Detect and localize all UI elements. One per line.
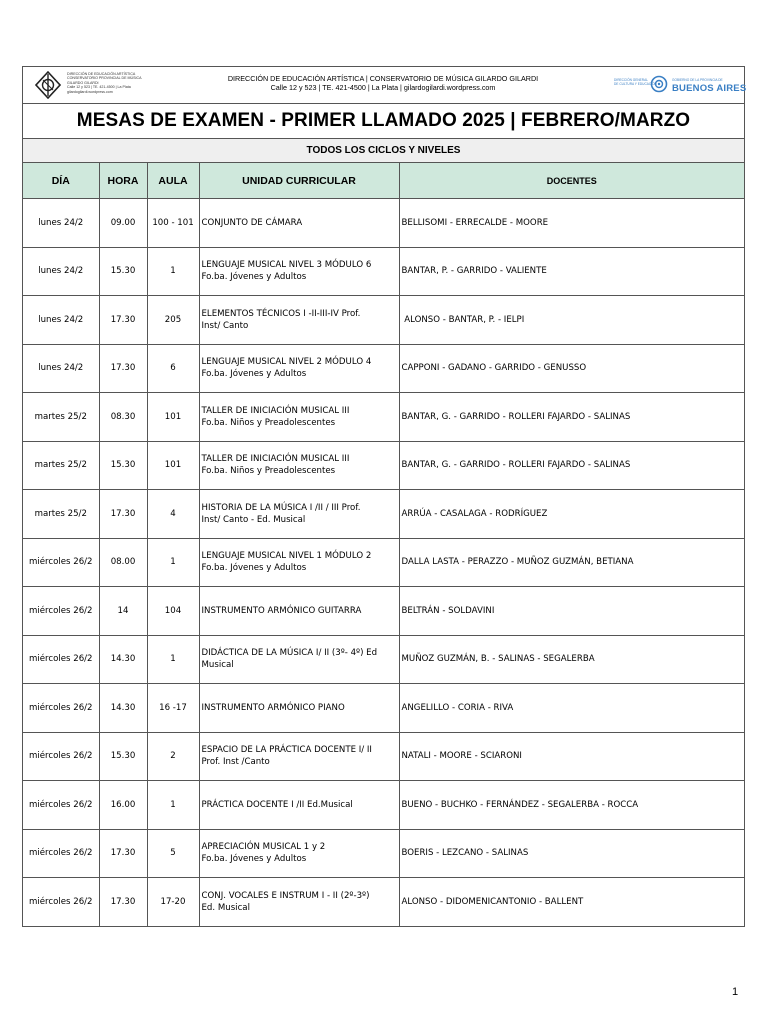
cell-hora: 17.30 [99,878,147,926]
unidad-name: LENGUAJE MUSICAL NIVEL 3 MÓDULO 6 [201,260,372,271]
unidad-detail: Prof. Inst /Canto [201,757,270,768]
institution-header [203,74,563,92]
cell-dia: miércoles 26/2 [23,781,99,830]
conservatorio-logo [35,71,205,99]
unidad-name: ELEMENTOS TÉCNICOS I -II-III-IV Prof. [201,308,361,319]
cell-hora: 09.00 [99,199,147,248]
cell-hora: 08.30 [99,393,147,442]
cell-dia: martes 25/2 [23,441,99,490]
cell-aula: 5 [147,829,199,878]
cell-unidad [199,781,399,830]
cell-dia: miércoles 26/2 [23,587,99,636]
cell-docentes: BELTRÁN - SOLDAVINI [399,587,744,636]
institution-name: DIRECCIÓN DE EDUCACIÓN ARTÍSTICA | CONSERVATORIO DE MÚSICA GILARDO GILARDI [227,74,539,83]
unidad-name: INSTRUMENTO ARMÓNICO GUITARRA [201,605,362,616]
unidad-detail: Fo.ba. Niños y Preadolescentes [201,417,336,428]
unidad-name: DIDÁCTICA DE LA MÚSICA I/ II (3º- 4º) Ed [201,648,378,659]
unidad-detail: Fo.ba. Jóvenes y Adultos [201,854,307,865]
institution-address: Calle 12 y 523 | TE. 421-4500 | La Plata | gilardogilardi.wordpress.com [270,83,496,92]
table-row [23,781,744,830]
table-row [23,732,744,781]
table-row [23,441,744,490]
table-header-row [23,163,744,199]
cell-aula: 17-20 [147,878,199,926]
letterhead [23,67,747,104]
cell-dia: miércoles 26/2 [23,684,99,733]
cell-docentes: ALONSO - BANTAR, P. - IELPI [399,296,744,345]
cell-docentes: ANGELILLO - CORIA - RIVA [399,684,744,733]
unidad-detail: Ed. Musical [201,902,250,913]
cell-hora: 15.30 [99,441,147,490]
cell-docentes: ARRÚA - CASALAGA - RODRÍGUEZ [399,490,744,539]
unidad-name: CONJ. VOCALES E INSTRUM I - II (2º-3º) [201,890,370,901]
table-row [23,635,744,684]
logo-text [67,72,141,94]
table-row [23,199,744,248]
cell-aula: 205 [147,296,199,345]
buenos-aires-logo [614,71,747,99]
exam-table [23,163,744,926]
unidad-name: TALLER DE INICIACIÓN MUSICAL III [201,405,350,416]
exam-schedule-sheet [22,66,745,927]
cell-unidad [199,587,399,636]
cell-docentes: MUÑOZ GUZMÁN, B. - SALINAS - SEGALERBA [399,635,744,684]
page-number: 1 [732,986,739,998]
logo-line: CONSERVATORIO PROVINCIAL DE MÚSICA [67,76,142,81]
gov-line: DIRECCIÓN GENERAL [614,78,649,82]
gov-brand-text: BUENOS AIRES [672,83,747,94]
unidad-name: HISTORIA DE LA MÚSICA I /II / III Prof. [201,502,361,513]
cell-hora: 14.30 [99,684,147,733]
unidad-detail: Fo.ba. Jóvenes y Adultos [201,272,307,283]
cell-unidad [199,878,399,926]
unidad-name: ESPACIO DE LA PRÁCTICA DOCENTE I/ II [201,745,372,756]
page-title: MESAS DE EXAMEN - PRIMER LLAMADO 2025 | FEBRERO/MARZO [23,104,744,139]
cell-dia: lunes 24/2 [23,247,99,296]
cell-hora: 17.30 [99,296,147,345]
cell-aula: 104 [147,587,199,636]
cell-dia: lunes 24/2 [23,296,99,345]
cell-unidad [199,344,399,393]
cell-unidad [199,393,399,442]
cell-hora: 14.30 [99,635,147,684]
unidad-name: APRECIACIÓN MUSICAL 1 y 2 [201,842,326,853]
gov-province-text: GOBIERNO DE LA PROVINCIA DE [672,78,723,82]
cell-hora: 14 [99,587,147,636]
cell-dia: miércoles 26/2 [23,538,99,587]
cell-unidad [199,490,399,539]
table-row [23,587,744,636]
cell-dia: lunes 24/2 [23,344,99,393]
cell-docentes: NATALI - MOORE - SCIARONI [399,732,744,781]
cell-unidad [199,247,399,296]
conservatorio-logo-icon [35,71,61,99]
buenos-aires-logo-icon [650,73,668,95]
table-row [23,393,744,442]
table-row [23,829,744,878]
table-row [23,296,744,345]
column-header-aula: AULA [147,163,199,199]
cell-unidad [199,829,399,878]
cell-dia: miércoles 26/2 [23,732,99,781]
cell-aula: 6 [147,344,199,393]
cell-dia: miércoles 26/2 [23,829,99,878]
cell-aula: 1 [147,538,199,587]
cell-aula: 100 - 101 [147,199,199,248]
cell-docentes: BANTAR, G. - GARRIDO - ROLLERI FAJARDO - SALINAS [399,393,744,442]
unidad-name: CONJUNTO DE CÁMARA [201,217,303,228]
cell-hora: 17.30 [99,490,147,539]
cell-hora: 17.30 [99,829,147,878]
cell-hora: 15.30 [99,732,147,781]
table-row [23,247,744,296]
cell-unidad [199,732,399,781]
unidad-detail: Fo.ba. Jóvenes y Adultos [201,369,307,380]
cell-docentes: DALLA LASTA - PERAZZO - MUÑOZ GUZMÁN, BETIANA [399,538,744,587]
cell-docentes: BANTAR, P. - GARRIDO - VALIENTE [399,247,744,296]
cell-docentes: BUENO - BUCHKO - FERNÁNDEZ - SEGALERBA - ROCCA [399,781,744,830]
cell-dia: miércoles 26/2 [23,878,99,926]
column-header-docentes: DOCENTES [399,163,744,199]
cell-aula: 16 -17 [147,684,199,733]
cell-hora: 15.30 [99,247,147,296]
table-row [23,344,744,393]
cell-unidad [199,684,399,733]
cell-aula: 1 [147,247,199,296]
unidad-name: INSTRUMENTO ARMÓNICO PIANO [201,702,345,713]
unidad-detail: Fo.ba. Jóvenes y Adultos [201,563,307,574]
logo-line: GILARDO GILARDI [67,80,99,85]
column-header-dia: DÍA [23,163,99,199]
gov-line: DE CULTURA Y EDUCACIÓN [614,81,657,86]
column-header-unidad: UNIDAD CURRICULAR [199,163,399,199]
unidad-detail: Inst/ Canto [201,320,249,331]
cell-aula: 2 [147,732,199,781]
cell-dia: martes 25/2 [23,393,99,442]
cell-docentes: BANTAR, G. - GARRIDO - ROLLERI FAJARDO - SALINAS [399,441,744,490]
cell-hora: 16.00 [99,781,147,830]
cell-docentes: BELLISOMI - ERRECALDE - MOORE [399,199,744,248]
table-row [23,490,744,539]
cell-aula: 101 [147,393,199,442]
cell-dia: martes 25/2 [23,490,99,539]
logo-line: Calle 12 y 523 | TE. 421-4500 | La Plata [67,85,131,90]
cell-unidad [199,635,399,684]
logo-line: gilardogilardi.wordpress.com [67,89,113,94]
unidad-detail: Fo.ba. Niños y Preadolescentes [201,466,336,477]
cell-aula: 101 [147,441,199,490]
cell-docentes: CAPPONI - GADANO - GARRIDO - GENUSSO [399,344,744,393]
cell-dia: miércoles 26/2 [23,635,99,684]
unidad-detail: Musical [201,660,234,671]
unidad-detail: Inst/ Canto - Ed. Musical [201,514,306,525]
cell-docentes: BOERIS - LEZCANO - SALINAS [399,829,744,878]
table-row [23,538,744,587]
logo-line: DIRECCIÓN DE EDUCACIÓN ARTÍSTICA [67,72,136,76]
cell-hora: 08.00 [99,538,147,587]
cell-unidad [199,538,399,587]
unidad-name: TALLER DE INICIACIÓN MUSICAL III [201,454,350,465]
cell-hora: 17.30 [99,344,147,393]
cell-aula: 1 [147,635,199,684]
column-header-hora: HORA [99,163,147,199]
unidad-name: PRÁCTICA DOCENTE I /II Ed.Musical [201,799,353,810]
cell-aula: 1 [147,781,199,830]
table-row [23,684,744,733]
cell-unidad [199,199,399,248]
page-subtitle: TODOS LOS CICLOS Y NIVELES [23,139,744,163]
cell-unidad [199,441,399,490]
unidad-name: LENGUAJE MUSICAL NIVEL 1 MÓDULO 2 [201,551,372,562]
unidad-name: LENGUAJE MUSICAL NIVEL 2 MÓDULO 4 [201,357,372,368]
cell-docentes: ALONSO - DIDOMENICANTONIO - BALLENT [399,878,744,926]
cell-aula: 4 [147,490,199,539]
table-row [23,878,744,926]
cell-unidad [199,296,399,345]
cell-dia: lunes 24/2 [23,199,99,248]
